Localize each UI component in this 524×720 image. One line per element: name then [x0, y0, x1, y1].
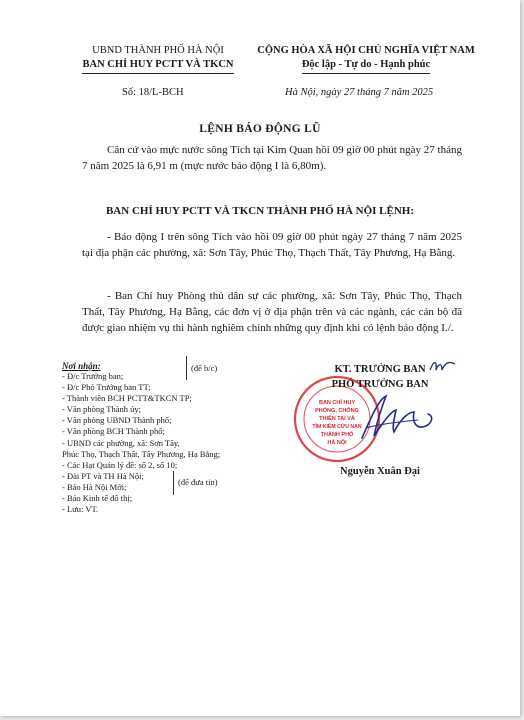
recipient-item: - Văn phòng Thành ủy;	[62, 404, 142, 415]
svg-text:THIÊN TAI VÀ: THIÊN TAI VÀ	[319, 416, 355, 422]
order-heading: BAN CHỈ HUY PCTT VÀ TKCN THÀNH PHỐ HÀ NỘI LỆNH:	[105, 205, 415, 217]
recipient-item: Phúc Thọ, Thạch Thất, Tây Phương, Hạ Bằng;	[62, 448, 221, 459]
document-title: LỆNH BÁO ĐỘNG LŨ	[199, 123, 321, 135]
recipient-bracket	[173, 471, 174, 495]
recipient-item: - Báo Kinh tế đô thị;	[62, 493, 133, 504]
handwritten-signature	[356, 390, 436, 445]
agency-name: UBND THÀNH PHỐ HÀ NỘI	[92, 45, 224, 56]
svg-text:PHÒNG, CHỐNG: PHÒNG, CHỐNG	[315, 408, 359, 414]
recipient-item: - Các Hạt Quản lý đê: số 2, số 10;	[62, 459, 178, 470]
basis-paragraph: Căn cứ vào mực nước sông Tích tại Kim Quan hồi 09 giờ 00 phút ngày 27 tháng 7 năm 2025 là 6,91 m (mực nước báo động I là 6,80m).	[82, 144, 462, 172]
nation-name: CỘNG HÒA XÃ HỘI CHỦ NGHĨA VIỆT NAM	[257, 45, 475, 56]
svg-text:BAN CHỈ HUY: BAN CHỈ HUY	[318, 400, 356, 406]
initials-mark	[428, 358, 458, 374]
document-number: Số: 18/L-BCH	[122, 87, 184, 98]
recipient-item: - Văn phòng UBND Thành phố;	[62, 415, 172, 426]
svg-text:TÌM KIẾM CỨU NẠN: TÌM KIẾM CỨU NẠN	[312, 424, 362, 430]
recipient-note: (để đưa tin)	[178, 477, 218, 487]
recipient-bracket	[186, 356, 187, 380]
signature-line1: KT. TRƯỞNG BAN	[334, 364, 426, 375]
signature-line2: PHÓ TRƯỞNG BAN	[331, 379, 429, 390]
place-date: Hà Nội, ngày 27 tháng 7 năm 2025	[285, 87, 434, 98]
order-item: - Ban Chỉ huy Phòng thủ dân sự các phường, xã: Sơn Tây, Phúc Thọ, Thạch Thất, Tây Phương, Hạ Bằng, các đơn vị ở địa phận trên và các ngành, các cán bộ đã được giao nhiệm vụ thi hành nghiêm chỉnh những quy định khi có lệnh báo động I./.	[82, 290, 462, 334]
recipient-item: - Văn phòng BCH Thành phố;	[62, 426, 165, 437]
recipient-item: - Đ/c Trưởng ban;	[62, 371, 124, 381]
order-item: - Báo động I trên sông Tích vào hồi 09 giờ 00 phút ngày 27 tháng 7 năm 2025 tại địa phận các phường, xã: Sơn Tây, Phúc Thọ, Thạch Thất, Tây Phương, Hạ Bằng.	[82, 231, 462, 259]
recipient-item: - Lưu: VT.	[62, 504, 99, 515]
issuing-agency-header	[68, 44, 248, 74]
recipient-note: (để b/c)	[191, 363, 218, 373]
national-motto: Độc lập - Tự do - Hạnh phúc	[302, 58, 430, 74]
signer-name: Nguyễn Xuân Đại	[340, 466, 420, 477]
national-header	[246, 44, 486, 74]
recipient-item: - Đài PT và TH Hà Nội;	[62, 470, 144, 481]
recipient-item: - Báo Hà Nội Mới;	[62, 481, 127, 492]
agency-subname: BAN CHỈ HUY PCTT VÀ TKCN	[82, 58, 233, 74]
recipient-item: - Đ/c Phó Trưởng ban TT;	[62, 382, 151, 393]
recipient-item: - UBND các phường, xã: Sơn Tây,	[62, 437, 180, 448]
svg-text:THÀNH PHỐ: THÀNH PHỐ	[320, 432, 354, 438]
recipients-title: Nơi nhận:	[62, 361, 101, 371]
recipient-item: - Thành viên BCH PCTT&TKCN TP;	[62, 393, 192, 404]
svg-text:HÀ NỘI: HÀ NỘI	[327, 440, 347, 446]
